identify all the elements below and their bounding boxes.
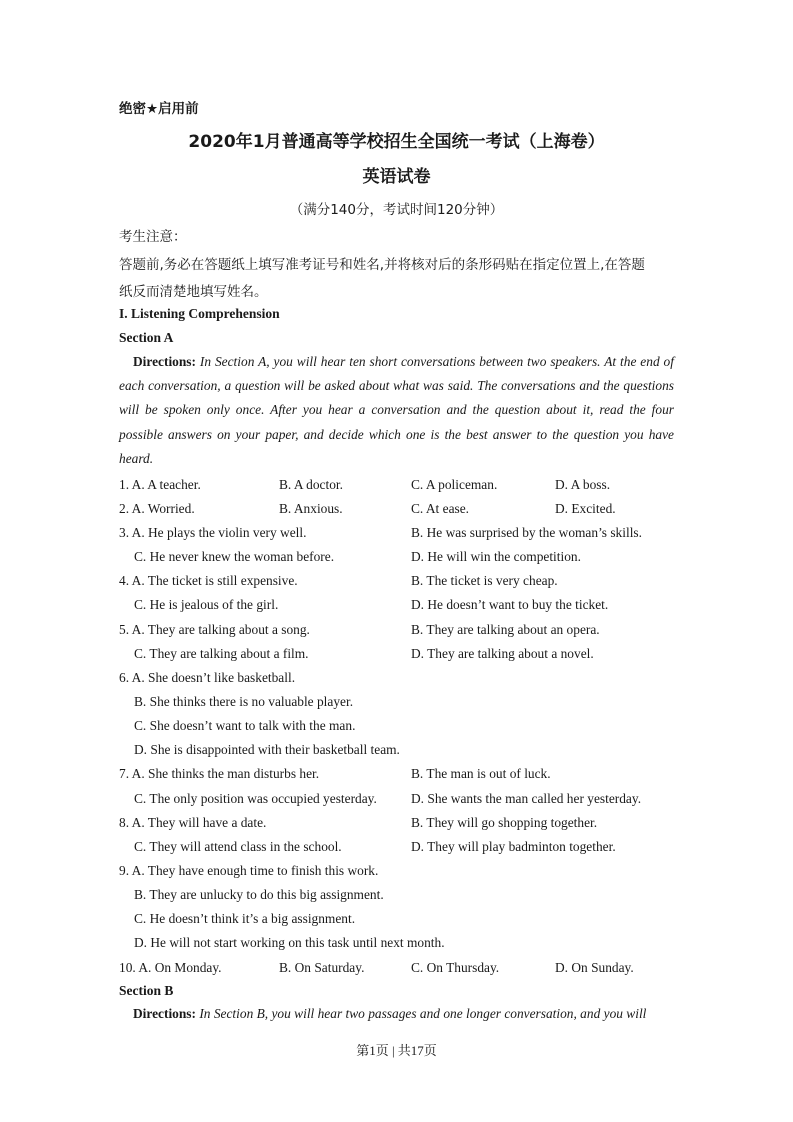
part-heading: I. Listening Comprehension [119,306,280,321]
option-d: D. He will win the competition. [411,549,581,564]
notice-line-1: 答题前,务必在答题纸上填写准考证号和姓名,并将核对后的条形码贴在指定位置上,在答题 [119,257,645,273]
option-a: 7. A. She thinks the man disturbs her. [119,766,320,781]
option-d: D. A boss. [555,477,611,492]
option-b: B. A doctor. [279,477,343,492]
option-d: D. She is disappointed with their basketball team. [134,742,400,757]
option-b: B. They will go shopping together. [411,815,598,830]
section-a-heading: Section A [119,330,174,345]
option-b: B. Anxious. [279,501,343,516]
option-a: 9. A. They have enough time to finish this work. [119,863,379,878]
option-a: 8. A. They will have a date. [119,815,267,830]
option-c: C. He doesn’t think it’s a big assignment. [134,911,356,926]
option-a: 2. A. Worried. [119,501,195,516]
option-d: D. On Sunday. [555,960,634,975]
option-c: C. They will attend class in the school. [134,839,342,854]
option-b: B. She thinks there is no valuable player. [134,694,354,709]
directions-label: Directions: [133,354,196,369]
directions-text: In Section B, you will hear two passages and one longer conversation, and you will [199,1006,647,1021]
confidential-mark: 绝密★启用前 [119,101,199,117]
exam-title: 2020年1月普通高等学校招生全国统一考试（上海卷） [188,132,605,152]
notice-label: 考生注意： [119,229,187,245]
score-time-note: （满分140分，考试时间120分钟） [289,202,504,218]
option-c: C. On Thursday. [411,960,500,975]
option-c: C. He is jealous of the girl. [134,597,279,612]
option-d: D. He doesn’t want to buy the ticket. [411,597,609,612]
page-number: 第1页 | 共17页 [356,1043,437,1058]
notice-line-2: 纸反而清楚地填写姓名。 [119,284,268,300]
option-c: C. He never knew the woman before. [134,549,335,564]
directions-text: In Section A, you will hear ten short conversations between two speakers. At the end of each conversation, a question will be asked about what was said. The conversations and the questions will be spoken only once. After you hear a conversation and the question about it, read the four possible answers on your paper, and decide which one is the best answer to the question you have heard. [119,354,674,466]
option-d: D. Excited. [555,501,616,516]
option-a: 10. A. On Monday. [119,960,222,975]
option-b: B. On Saturday. [279,960,365,975]
option-d: D. They will play badminton together. [411,839,616,854]
option-c: C. The only position was occupied yesterday. [134,791,377,806]
section-b-heading: Section B [119,983,174,998]
option-b: B. The ticket is very cheap. [411,573,558,588]
option-c: C. They are talking about a film. [134,646,309,661]
section-b-directions [119,1002,646,1026]
option-b: B. The man is out of luck. [411,766,551,781]
option-c: C. She doesn’t want to talk with the man. [134,718,356,733]
option-c: C. A policeman. [411,477,498,492]
option-c: C. At ease. [411,501,470,516]
option-a: 6. A. She doesn’t like basketball. [119,670,296,685]
exam-subtitle: 英语试卷 [362,167,431,187]
section-a-directions [119,350,674,471]
option-a: 3. A. He plays the violin very well. [119,525,307,540]
directions-label: Directions: [133,1006,196,1021]
option-d: D. She wants the man called her yesterday. [411,791,642,806]
option-a: 5. A. They are talking about a song. [119,622,310,637]
option-a: 4. A. The ticket is still expensive. [119,573,298,588]
option-d: D. They are talking about a novel. [411,646,594,661]
option-a: 1. A. A teacher. [119,477,201,492]
option-b: B. He was surprised by the woman’s skills. [411,525,642,540]
option-b: B. They are talking about an opera. [411,622,600,637]
option-d: D. He will not start working on this task until next month. [134,935,445,950]
option-b: B. They are unlucky to do this big assignment. [134,887,384,902]
